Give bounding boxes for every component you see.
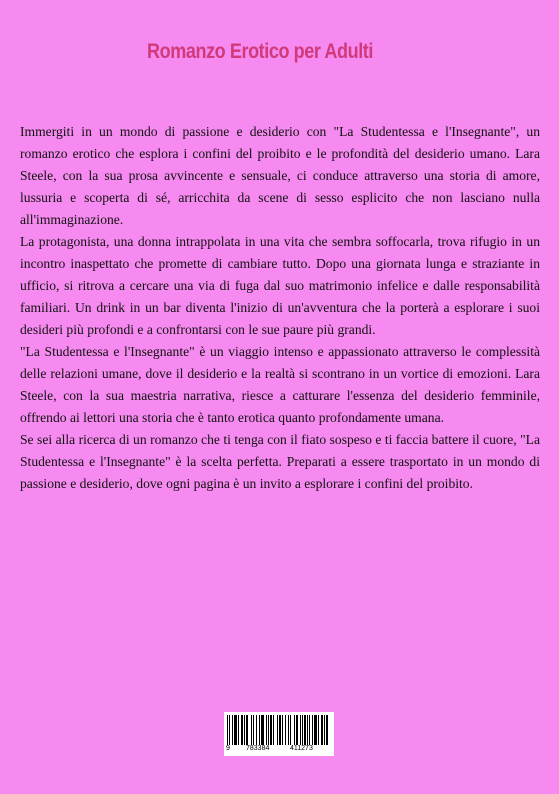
barcode-bar <box>285 715 286 745</box>
barcode-bar <box>266 715 267 745</box>
barcode-digits <box>224 745 334 755</box>
book-title: Romanzo Erotico per Adulti <box>147 40 373 63</box>
description-paragraph-3: "La Studentessa e l'Insegnante" è un viaggio intenso e appassionato attraverso le complessità delle relazioni umane, dove il desiderio e la realtà si scontrano in un vortice di emozioni. Lara Steele, con la sua maestria narrativa, riesce a catturare l'essenza del desiderio femminile, offrendo ai lettori una storia che è tanto erotica quanto profondamente umana. <box>20 344 540 425</box>
barcode-bar <box>256 715 257 745</box>
barcode-bar <box>321 715 323 745</box>
barcode-bar <box>302 715 303 745</box>
barcode-digit-prefix: 9 <box>226 745 230 752</box>
barcode-bar <box>288 715 289 745</box>
description-paragraph-1: Immergiti in un mondo di passione e desiderio con "La Studentessa e l'Insegnante", un romanzo erotico che esplora i confini del proibito e le profondità del desiderio umano. Lara Steele, con la sua prosa avvincente e sensuale, ci conduce attraverso una storia di amore, lussuria e scoperta di sé, arricchita da scene di sesso esplicito che non lasciano nulla all'immaginazione. <box>20 124 540 227</box>
barcode-bar <box>282 715 283 745</box>
barcode-bar <box>307 715 308 745</box>
barcode-bar <box>246 715 248 745</box>
barcode-bar <box>290 715 291 745</box>
barcode-bar <box>261 715 264 745</box>
barcode-bar <box>314 715 317 745</box>
barcode-bar <box>279 715 281 745</box>
barcode-bar <box>309 715 310 745</box>
description-paragraph-4: Se sei alla ricerca di un romanzo che ti tenga con il fiato sospeso e ti faccia battere il cuore, "La Studentessa e l'Insegnante" è la scelta perfetta. Preparati a essere trasportato in un mondo di passione e desiderio, dove ogni pagina è un invito a esplorare i confini del proibito. <box>20 432 540 491</box>
barcode-bar <box>300 715 301 745</box>
barcode-bar <box>326 715 328 745</box>
barcode-bar <box>294 715 295 745</box>
barcode-digits-right: 411273 <box>290 745 313 752</box>
barcode-bar <box>312 715 313 745</box>
barcode-bar <box>229 715 230 745</box>
barcode-bar <box>244 715 245 745</box>
barcode-bar <box>273 715 274 745</box>
barcode-bar <box>238 715 239 745</box>
barcode-bar <box>234 715 237 745</box>
barcode-bar <box>324 715 325 745</box>
barcode-bar <box>277 715 278 745</box>
barcode-bar <box>253 715 254 745</box>
barcode-bars <box>227 715 331 745</box>
barcode-bar <box>318 715 319 745</box>
book-description <box>20 121 540 495</box>
description-paragraph-2: La protagonista, una donna intrappolata in una vita che sembra soffocarla, trova rifugio in un incontro inaspettato che promette di cambiare tutto. Dopo una giornata lunga e straziante in ufficio, si ritrova a cercare una via di fuga dal suo matrimonio infelice e dalle responsabilità familiari. Un drink in un bar diventa l'inizio di un'avventura che la porterà a esplorare i suoi desideri più profondi e a confrontarsi con le sue paure più grandi. <box>20 234 540 337</box>
barcode-bar <box>268 715 269 745</box>
barcode-bar <box>241 715 243 745</box>
isbn-barcode <box>224 712 334 756</box>
barcode-bar <box>251 715 252 745</box>
barcode-bar <box>304 715 306 745</box>
barcode-digits-left: 783384 <box>246 745 270 752</box>
barcode-bar <box>270 715 272 745</box>
barcode-bar <box>227 715 228 745</box>
barcode-bar <box>259 715 260 745</box>
barcode-bar <box>296 715 298 745</box>
barcode-bar <box>232 715 233 745</box>
